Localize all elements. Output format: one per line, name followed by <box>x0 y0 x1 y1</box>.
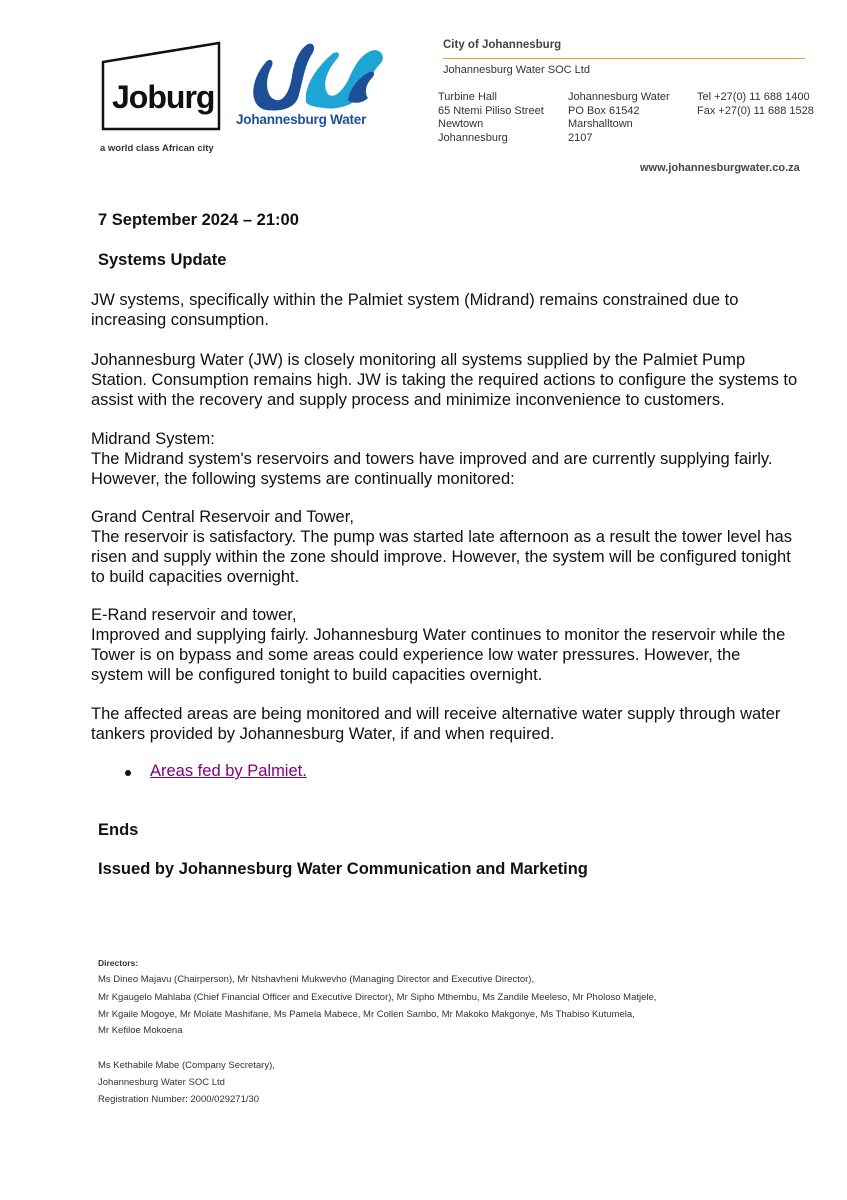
paragraph-line: tankers provided by Johannesburg Water, if and when required. <box>91 725 555 743</box>
jw-logo-text: Johannesburg Water <box>236 112 367 127</box>
paragraph-line: E-Rand reservoir and tower, <box>91 606 297 624</box>
paragraph-erand <box>91 605 836 685</box>
paragraph-line: increasing consumption. <box>91 311 269 329</box>
paragraph-line: However, the following systems are continually monitored: <box>91 470 515 488</box>
footer-company: Johannesburg Water SOC Ltd <box>98 1077 225 1088</box>
address-physical <box>438 91 544 145</box>
directors-line: Mr Kgaugelo Mahlaba (Chief Financial Officer and Executive Director), Mr Sipho Mthembu, Ms Zandile Meeleso, Mr Pholoso Matjele, <box>98 992 657 1003</box>
ends-label: Ends <box>98 821 139 839</box>
paragraph-line: Station. Consumption remains high. JW is taking the required actions to configure the systems to <box>91 371 798 389</box>
address-line: Turbine Hall <box>438 91 497 103</box>
paragraph-line: Improved and supplying fairly. Johannesburg Water continues to monitor the reservoir while the <box>91 626 786 644</box>
header-divider <box>443 58 805 59</box>
paragraph-monitoring <box>91 350 836 410</box>
paragraph-line: Grand Central Reservoir and Tower, <box>91 508 354 526</box>
address-line: Newtown <box>438 118 484 130</box>
header-city: City of Johannesburg <box>443 39 562 51</box>
address-line: 2107 <box>568 131 593 144</box>
address-line: PO Box 61542 <box>568 104 640 117</box>
paragraph-line: to build capacities overnight. <box>91 568 300 586</box>
paragraph-line: assist with the recovery and supply process and minimize inconvenience to customers. <box>91 391 725 409</box>
paragraph-line: Tower is on bypass and some areas could experience low water pressures. However, the <box>91 646 741 664</box>
release-date: 7 September 2024 – 21:00 <box>98 211 299 229</box>
directors-line: Ms Dineo Majavu (Chairperson), Mr Ntshavheni Mukwevho (Managing Director and Executive Director), <box>98 974 535 985</box>
paragraph-line: Midrand System: <box>91 430 215 448</box>
paragraph-line: Johannesburg Water (JW) is closely monitoring all systems supplied by the Palmiet Pump <box>91 351 746 369</box>
areas-fed-by-palmiet-link[interactable]: Areas fed by Palmiet. <box>150 762 307 780</box>
address-line: Johannesburg Water <box>568 91 670 103</box>
bullet-icon <box>125 770 131 776</box>
address-line: 65 Ntemi Piliso Street <box>438 104 544 117</box>
company-secretary: Ms Kethabile Mabe (Company Secretary), <box>98 1060 275 1071</box>
header-company: Johannesburg Water SOC Ltd <box>443 64 590 76</box>
paragraph-affected-areas <box>91 704 836 744</box>
paragraph-intro <box>91 290 836 330</box>
address-line: Marshalltown <box>568 118 633 130</box>
tel-number: Tel +27(0) 11 688 1400 <box>697 91 810 103</box>
address-line: Johannesburg <box>438 131 508 144</box>
website-url: www.johannesburgwater.co.za <box>640 162 800 174</box>
paragraph-line: The Midrand system's reservoirs and towers have improved and are currently supplying fairly. <box>91 450 773 468</box>
registration-number: Registration Number: 2000/029271/30 <box>98 1094 260 1105</box>
address-postal <box>568 91 670 145</box>
paragraph-midrand <box>91 429 836 489</box>
paragraph-line: system will be configured tonight to build capacities overnight. <box>91 666 543 684</box>
directors-line: Mr Kgaile Mogoye, Mr Molate Mashifane, Ms Pamela Mabece, Mr Collen Sambo, Mr Makoko Makgonye, Ms Thabiso Kutumela, <box>98 1009 635 1020</box>
contact-numbers <box>697 91 814 118</box>
joburg-logo <box>100 40 222 132</box>
paragraph-grand-central <box>91 507 836 587</box>
paragraph-line: JW systems, specifically within the Palmiet system (Midrand) remains constrained due to <box>91 291 739 309</box>
page-title: Systems Update <box>98 251 227 269</box>
joburg-logo-text: Joburg <box>112 79 215 115</box>
issued-by: Issued by Johannesburg Water Communication and Marketing <box>98 860 588 878</box>
directors-title: Directors: <box>98 958 139 968</box>
paragraph-line: The affected areas are being monitored and will receive alternative water supply through water <box>91 705 781 723</box>
fax-number: Fax +27(0) 11 688 1528 <box>697 104 814 117</box>
directors-line: Mr Kefiloe Mokoena <box>98 1025 183 1036</box>
paragraph-line: risen and supply within the zone should improve. However, the system will be configured tonight <box>91 548 791 566</box>
paragraph-line: The reservoir is satisfactory. The pump was started late afternoon as a result the tower level has <box>91 528 792 546</box>
joburg-tagline: a world class African city <box>100 143 214 154</box>
